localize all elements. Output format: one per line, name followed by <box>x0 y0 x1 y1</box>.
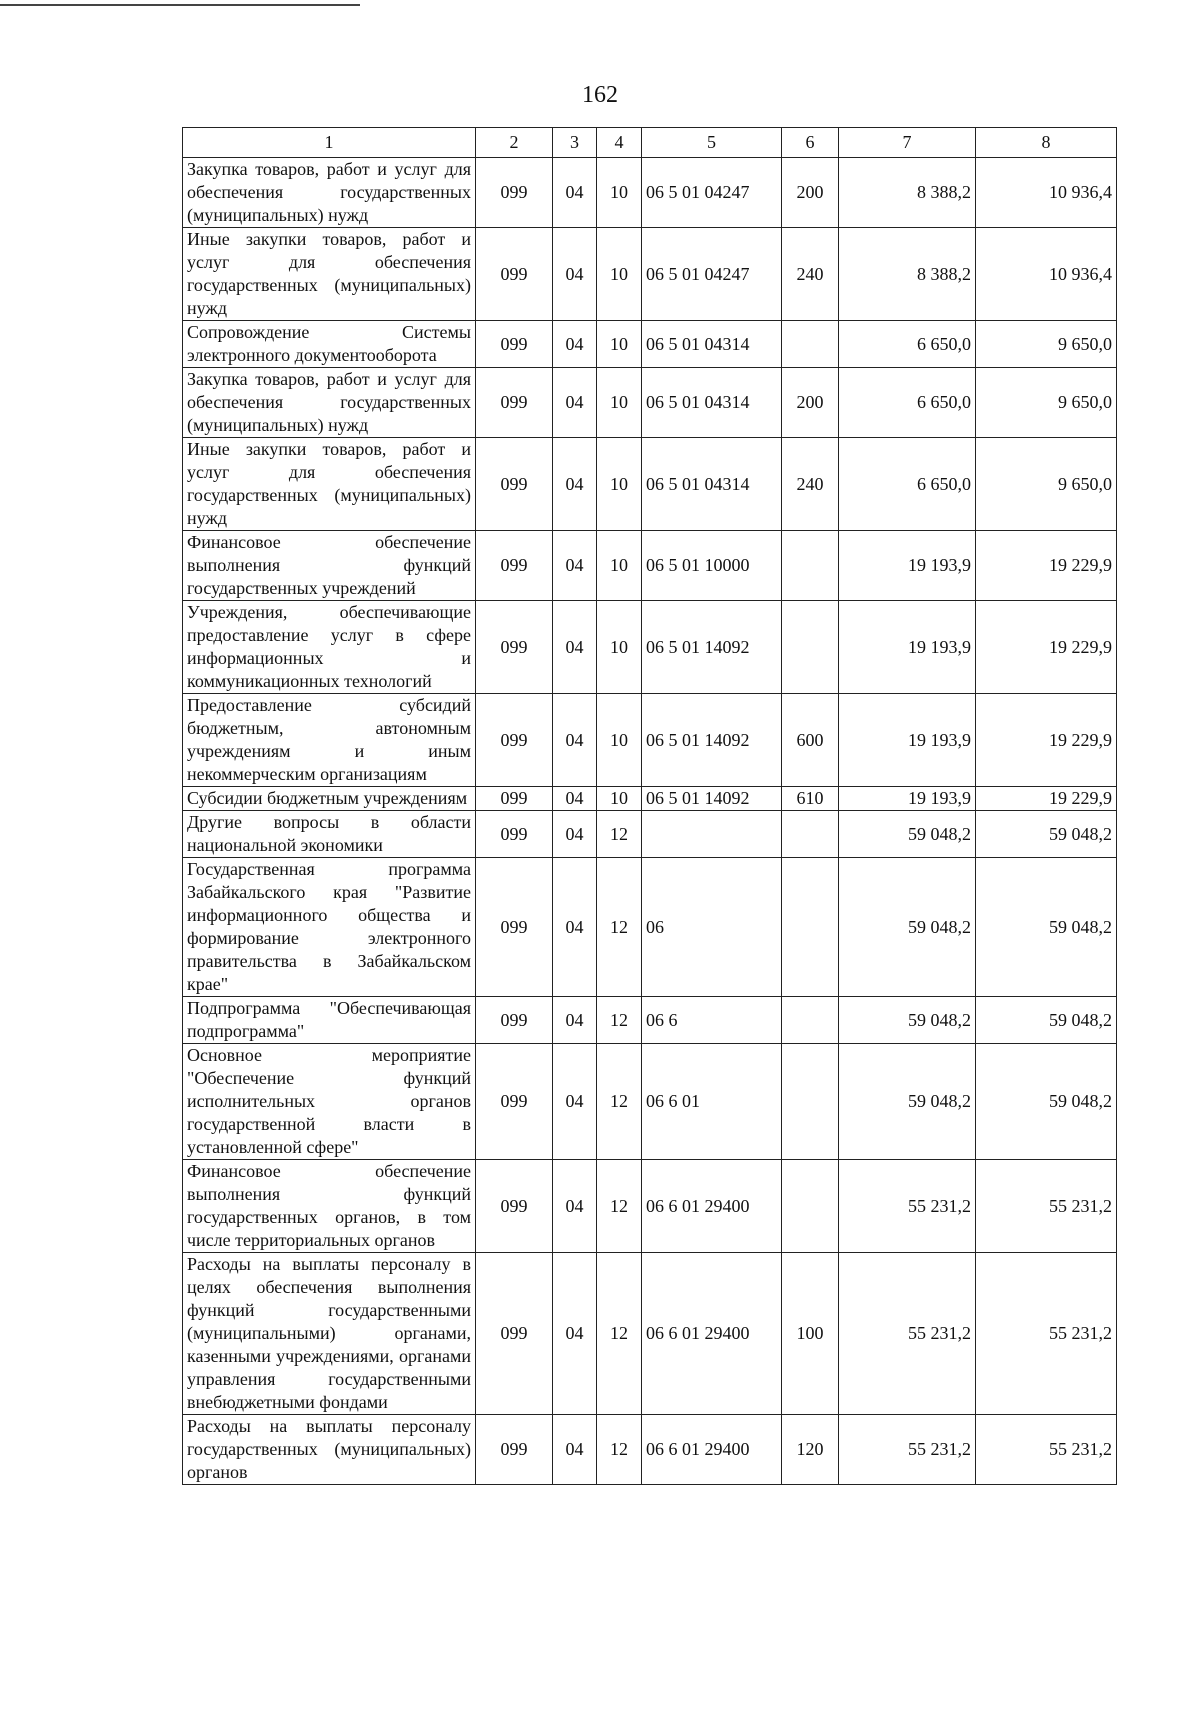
code-cell: 10 <box>597 601 642 694</box>
table-row <box>183 997 1117 1044</box>
table-row <box>183 1044 1117 1160</box>
budget-table <box>182 127 1117 1485</box>
code-cell: 10 <box>597 438 642 531</box>
code-cell: 12 <box>597 1160 642 1253</box>
code-cell: 12 <box>597 1415 642 1485</box>
amount-cell: 10 936,4 <box>976 158 1117 228</box>
amount-cell: 59 048,2 <box>839 811 976 858</box>
code-cell <box>782 1160 839 1253</box>
code-cell: 10 <box>597 368 642 438</box>
code-cell: 099 <box>476 997 553 1044</box>
code-cell: 100 <box>782 1253 839 1415</box>
code-cell: 12 <box>597 811 642 858</box>
code-cell: 04 <box>553 368 597 438</box>
table-row <box>183 601 1117 694</box>
table-row <box>183 694 1117 787</box>
code-cell: 200 <box>782 368 839 438</box>
code-cell: 04 <box>553 1160 597 1253</box>
amount-cell: 19 229,9 <box>976 531 1117 601</box>
code-cell: 200 <box>782 158 839 228</box>
table-row <box>183 811 1117 858</box>
code-cell: 12 <box>597 1253 642 1415</box>
code-cell: 04 <box>553 1415 597 1485</box>
code-cell: 099 <box>476 858 553 997</box>
code-cell: 099 <box>476 811 553 858</box>
row-name-cell: Учреждения, обеспечивающие предоставление услуг в сфере информационных и коммуникационных технологий <box>183 601 476 694</box>
column-header: 3 <box>553 128 597 158</box>
table-row <box>183 368 1117 438</box>
table-row <box>183 1415 1117 1485</box>
code-cell: 04 <box>553 438 597 531</box>
code-cell: 099 <box>476 694 553 787</box>
row-name-cell: Подпрограмма "Обеспечивающая подпрограмма" <box>183 997 476 1044</box>
amount-cell: 19 229,9 <box>976 601 1117 694</box>
column-header: 6 <box>782 128 839 158</box>
code-cell: 06 5 01 10000 <box>642 531 782 601</box>
amount-cell: 6 650,0 <box>839 321 976 368</box>
code-cell: 06 5 01 04247 <box>642 228 782 321</box>
amount-cell: 19 229,9 <box>976 787 1117 811</box>
code-cell <box>782 1044 839 1160</box>
code-cell: 120 <box>782 1415 839 1485</box>
amount-cell: 10 936,4 <box>976 228 1117 321</box>
code-cell: 04 <box>553 1044 597 1160</box>
code-cell: 240 <box>782 438 839 531</box>
column-header: 2 <box>476 128 553 158</box>
row-name-cell: Финансовое обеспечение выполнения функций государственных учреждений <box>183 531 476 601</box>
code-cell: 10 <box>597 694 642 787</box>
column-header: 8 <box>976 128 1117 158</box>
row-name-cell: Расходы на выплаты персоналу в целях обеспечения выполнения функций государственными (муниципальными) органами, казенными учреждениями, органами управления государственными внебюджетными фондами <box>183 1253 476 1415</box>
amount-cell: 9 650,0 <box>976 321 1117 368</box>
column-header: 7 <box>839 128 976 158</box>
code-cell: 04 <box>553 531 597 601</box>
code-cell <box>782 531 839 601</box>
code-cell <box>782 858 839 997</box>
code-cell: 04 <box>553 787 597 811</box>
code-cell: 099 <box>476 601 553 694</box>
amount-cell: 55 231,2 <box>839 1160 976 1253</box>
code-cell: 04 <box>553 811 597 858</box>
row-name-cell: Другие вопросы в области национальной экономики <box>183 811 476 858</box>
amount-cell: 19 229,9 <box>976 694 1117 787</box>
code-cell: 04 <box>553 228 597 321</box>
code-cell: 10 <box>597 787 642 811</box>
code-cell: 04 <box>553 321 597 368</box>
code-cell <box>782 997 839 1044</box>
code-cell: 099 <box>476 368 553 438</box>
row-name-cell: Расходы на выплаты персоналу государственных (муниципальных) органов <box>183 1415 476 1485</box>
code-cell: 10 <box>597 321 642 368</box>
row-name-cell: Иные закупки товаров, работ и услуг для обеспечения государственных (муниципальных) нужд <box>183 438 476 531</box>
amount-cell: 59 048,2 <box>839 997 976 1044</box>
code-cell: 06 5 01 14092 <box>642 694 782 787</box>
amount-cell: 8 388,2 <box>839 228 976 321</box>
amount-cell: 9 650,0 <box>976 368 1117 438</box>
code-cell: 04 <box>553 1253 597 1415</box>
code-cell: 04 <box>553 694 597 787</box>
code-cell: 099 <box>476 438 553 531</box>
code-cell: 099 <box>476 228 553 321</box>
code-cell: 06 6 01 29400 <box>642 1160 782 1253</box>
table-row <box>183 1253 1117 1415</box>
code-cell: 06 6 01 <box>642 1044 782 1160</box>
code-cell: 099 <box>476 531 553 601</box>
column-header: 5 <box>642 128 782 158</box>
table-row <box>183 787 1117 811</box>
amount-cell: 6 650,0 <box>839 368 976 438</box>
code-cell: 240 <box>782 228 839 321</box>
amount-cell: 55 231,2 <box>976 1415 1117 1485</box>
code-cell: 06 5 01 04314 <box>642 368 782 438</box>
code-cell: 12 <box>597 1044 642 1160</box>
code-cell <box>782 811 839 858</box>
code-cell: 099 <box>476 1160 553 1253</box>
code-cell <box>642 811 782 858</box>
code-cell: 10 <box>597 228 642 321</box>
code-cell: 04 <box>553 601 597 694</box>
code-cell: 099 <box>476 1415 553 1485</box>
code-cell: 06 6 01 29400 <box>642 1415 782 1485</box>
row-name-cell: Основное мероприятие "Обеспечение функций исполнительных органов государственной власти в установленной сфере" <box>183 1044 476 1160</box>
header-row <box>183 128 1117 158</box>
row-name-cell: Сопровождение Системы электронного документооборота <box>183 321 476 368</box>
code-cell: 06 5 01 04247 <box>642 158 782 228</box>
page-number: 162 <box>582 82 618 108</box>
table-row <box>183 438 1117 531</box>
scan-edge-line <box>0 4 360 6</box>
table-row <box>183 858 1117 997</box>
row-name-cell: Иные закупки товаров, работ и услуг для обеспечения государственных (муниципальных) нужд <box>183 228 476 321</box>
row-name-cell: Закупка товаров, работ и услуг для обеспечения государственных (муниципальных) нужд <box>183 368 476 438</box>
amount-cell: 59 048,2 <box>839 1044 976 1160</box>
amount-cell: 8 388,2 <box>839 158 976 228</box>
column-header: 1 <box>183 128 476 158</box>
amount-cell: 19 193,9 <box>839 787 976 811</box>
table-row <box>183 158 1117 228</box>
code-cell: 06 6 <box>642 997 782 1044</box>
amount-cell: 19 193,9 <box>839 694 976 787</box>
code-cell: 099 <box>476 321 553 368</box>
code-cell: 099 <box>476 1253 553 1415</box>
table-row <box>183 531 1117 601</box>
code-cell: 04 <box>553 858 597 997</box>
code-cell: 099 <box>476 158 553 228</box>
amount-cell: 59 048,2 <box>976 997 1117 1044</box>
amount-cell: 19 193,9 <box>839 601 976 694</box>
code-cell: 12 <box>597 997 642 1044</box>
code-cell: 04 <box>553 158 597 228</box>
amount-cell: 55 231,2 <box>976 1253 1117 1415</box>
code-cell: 610 <box>782 787 839 811</box>
code-cell: 12 <box>597 858 642 997</box>
code-cell: 06 5 01 04314 <box>642 438 782 531</box>
amount-cell: 55 231,2 <box>839 1253 976 1415</box>
code-cell <box>782 321 839 368</box>
code-cell <box>782 601 839 694</box>
amount-cell: 55 231,2 <box>839 1415 976 1485</box>
table-row <box>183 1160 1117 1253</box>
code-cell: 10 <box>597 158 642 228</box>
amount-cell: 59 048,2 <box>976 811 1117 858</box>
row-name-cell: Субсидии бюджетным учреждениям <box>183 787 476 811</box>
amount-cell: 6 650,0 <box>839 438 976 531</box>
code-cell: 099 <box>476 787 553 811</box>
code-cell: 06 <box>642 858 782 997</box>
code-cell: 06 6 01 29400 <box>642 1253 782 1415</box>
row-name-cell: Государственная программа Забайкальского края "Развитие информационного общества и формирование электронного правительства в Забайкальском крае" <box>183 858 476 997</box>
row-name-cell: Финансовое обеспечение выполнения функций государственных органов, в том числе территориальных органов <box>183 1160 476 1253</box>
row-name-cell: Закупка товаров, работ и услуг для обеспечения государственных (муниципальных) нужд <box>183 158 476 228</box>
amount-cell: 59 048,2 <box>976 1044 1117 1160</box>
amount-cell: 9 650,0 <box>976 438 1117 531</box>
table-row <box>183 228 1117 321</box>
code-cell: 10 <box>597 531 642 601</box>
code-cell: 600 <box>782 694 839 787</box>
amount-cell: 19 193,9 <box>839 531 976 601</box>
code-cell: 06 5 01 04314 <box>642 321 782 368</box>
code-cell: 099 <box>476 1044 553 1160</box>
amount-cell: 55 231,2 <box>976 1160 1117 1253</box>
amount-cell: 59 048,2 <box>839 858 976 997</box>
code-cell: 06 5 01 14092 <box>642 787 782 811</box>
column-header: 4 <box>597 128 642 158</box>
table-row <box>183 321 1117 368</box>
code-cell: 04 <box>553 997 597 1044</box>
amount-cell: 59 048,2 <box>976 858 1117 997</box>
code-cell: 06 5 01 14092 <box>642 601 782 694</box>
row-name-cell: Предоставление субсидий бюджетным, автономным учреждениям и иным некоммерческим организациям <box>183 694 476 787</box>
